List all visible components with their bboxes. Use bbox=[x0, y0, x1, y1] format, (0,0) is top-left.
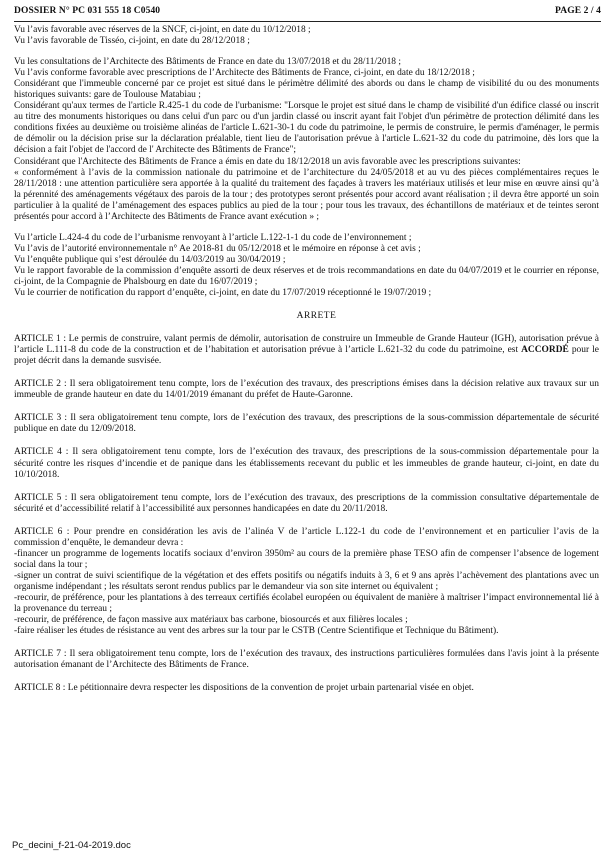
document-body bbox=[14, 25, 599, 694]
considerant-paragraph: Considérant qu'aux termes de l'article R.425-1 du code de l'urbanisme: "Lorsque le projet est situé dans le champ de visibilité d'un édifice classé ou inscrit au titre des monuments historiques ou dans celui d'un parc ou d'un jardin classé ou inscrit ayant fait l'objet d'un périmètre de protection délimité dans les conditions fixées au deuxième ou troisième alinéas de l'article L.621-30-1 du code du patrimoine, le permis de construire, le permis d'aménager, le permis de démolir ou la décision prise sur la déclaration préalable, tient lieu de l'autorisation prévue à l'article L.621-32 du code du patrimoine, dès lors que la décision a fait l'objet de l'accord de l' Architecte des Bâtiments de France"; bbox=[14, 101, 599, 156]
visa-paragraph: Vu l’enquête publique qui s’est déroulée du 14/03/2019 au 30/04/2019 ; bbox=[14, 254, 286, 265]
article-8: ARTICLE 8 : Le pétitionnaire devra respecter les dispositions de la convention de projet urbain partenarial visée en objet. bbox=[14, 683, 474, 694]
visa-paragraph: Vu l’article L.424-4 du code de l’urbanisme renvoyant à l’article L.122-1-1 du code de l’environnement ; bbox=[14, 232, 412, 243]
dossier-number: DOSSIER N° PC 031 555 18 C0540 bbox=[14, 6, 161, 16]
article-6-item: -recourir, de préférence, de façon massive aux matériaux bas carbone, biosourcés et aux filières locales ; bbox=[14, 615, 408, 626]
considerant-paragraph: Considérant que l'Architecte des Bâtiments de France a émis en date du 18/12/2018 un avis favorable avec les prescriptions suivantes: bbox=[14, 156, 521, 167]
article-4: ARTICLE 4 : Il sera obligatoirement tenu compte, lors de l’exécution des travaux, des prescriptions de la sous-commission départementale pour la sécurité contre les risques d’incendie et de panique dans les établissements recevant du public et les immeubles de grande hauteur, ci-joint, en date du 10/10/2018. bbox=[14, 447, 599, 480]
visa-paragraph: Vu les consultations de l’Architecte des Bâtiments de France en date du 13/07/2018 et du 28/11/2018 ; bbox=[14, 57, 401, 68]
article-6-intro: ARTICLE 6 : Pour prendre en considération les avis de l’alinéa V de l’article L.122-1 du code de l’environnement et en particulier l’avis de la commission d’enquête, le demandeur devra : bbox=[14, 526, 599, 548]
page-number: PAGE 2 / 4 bbox=[555, 6, 601, 16]
article-6-item: -recourir, de préférence, pour les plantations à des terreaux certifiés écolabel européen ou équivalent de manière à maîtriser l’impact environnemental lié à la provenance du terreau ; bbox=[14, 592, 599, 615]
article-1-text: ARTICLE 1 : Le permis de construire, valant permis de démolir, autorisation de construire un Immeuble de Grande Hauteur (IGH), autorisation prévue à l’article L.111-8 du code de la construction et de l’habitation et autorisation prévue à l’article L.621-32 du code du patrimoine, est bbox=[14, 334, 599, 356]
article-1-decision: ACCORDÉ bbox=[521, 345, 569, 356]
article-6 bbox=[14, 527, 599, 637]
article-2: ARTICLE 2 : Il sera obligatoirement tenu compte, lors de l’exécution des travaux, des prescriptions émises dans la décision relative aux travaux sur un immeuble de grande hauteur en date du 14/01/2019 émanant du préfet de Haute-Garonne. bbox=[14, 379, 599, 401]
article-6-item: -financer un programme de logements locatifs sociaux d’environ 3950m² au cours de la première phase TESO afin de compenser l’absence de logement social dans la tour ; bbox=[14, 548, 599, 570]
article-1-text-end: pour le projet décrit dans la demande susvisée. bbox=[14, 345, 599, 367]
visa-paragraph: Vu l’avis conforme favorable avec prescriptions de l’Architecte des Bâtiments de France, ci-joint, en date du 18/12/2018 ; bbox=[14, 68, 475, 79]
article-6-item: -signer un contrat de suivi scientifique de la végétation et des effets positifs ou négatifs induits à 3, 6 et 9 ans après l’achèvement des plantations avec un organisme indépendant ; les résultats seront rendus publics par le demandeur via son site internet ou équivalent ; bbox=[14, 570, 599, 592]
considerant-paragraph: Considérant que l'immeuble concerné par ce projet est situé dans le périmètre délimité des abords ou dans le champ de visibilité du ou des monuments historiques suivants: gare de Toulouse Matabiau ; bbox=[14, 79, 599, 101]
visas-group-1 bbox=[14, 25, 599, 47]
visa-paragraph: Vu le courrier de notification du rapport d’enquête, ci-joint, en date du 17/07/2019 réceptionné le 19/07/2019 ; bbox=[14, 288, 432, 299]
visas-group-3 bbox=[14, 233, 599, 299]
article-5: ARTICLE 5 : Il sera obligatoirement tenu compte, lors de l’exécution des travaux, des prescriptions de la commission consultative départementale de sécurité et d’accessibilité relatif à l’accessibilité aux personnes handicapées en date du 20/11/2018. bbox=[14, 492, 599, 514]
visa-paragraph: Vu le rapport favorable de la commission d’enquête assorti de deux réserves et de trois recommandations en date du 04/07/2019 et le courrier en réponse, ci-joint, de la Compagnie de Phalsbourg en date du 16/07/2019 ; bbox=[14, 265, 599, 287]
visas-group-2 bbox=[14, 57, 599, 223]
visa-paragraph: Vu l’avis favorable de Tisséo, ci-joint, en date du 28/12/2018 ; bbox=[14, 36, 250, 47]
article-6-item: -faire réaliser les études de résistance au vent des arbres sur la tour par le CSTB (Centre Scientifique et Technique du Bâtiment). bbox=[14, 626, 499, 637]
page-header bbox=[14, 6, 601, 22]
article-7: ARTICLE 7 : Il sera obligatoirement tenu compte, lors de l’exécution des travaux, des instructions particulières formulées dans l'avis joint à la présente autorisation émanant de l’Architecte des Bâtiments de France. bbox=[14, 649, 599, 671]
header-divider bbox=[14, 21, 601, 22]
article-3: ARTICLE 3 : Il sera obligatoirement tenu compte, lors de l’exécution des travaux, des prescriptions de la sous-commission départementale de sécurité publique en date du 12/09/2018. bbox=[14, 413, 599, 435]
document-filename: Pc_decini_f-21-04-2019.doc bbox=[12, 840, 131, 851]
article-1 bbox=[14, 334, 599, 367]
abf-prescriptions-quote: « conformément à l’avis de la commission nationale du patrimoine et de l’architecture du 24/05/2018 et au vu des pièces complémentaires reçues le 28/11/2018 : une attention particulière sera apportée à la qualité du traitement des façades à travers les matériaux utilisés et leur mise en œuvre ainsi qu’à la pérennité des aménagements végétaux des parois de la tour ; des prototypes seront présentés pour accord avant réalisation ; il devra être apporté un soin particulier à la qualité de l’aménagement des espaces publics au pied de la tour ; pour tous les travaux, des échantillons de matériaux et de teintes seront présentés pour accord à l’Architecte des Bâtiments de France avant exécution » ; bbox=[14, 167, 599, 222]
arrete-title: ARRETE bbox=[296, 311, 337, 322]
visa-paragraph: Vu l’avis favorable avec réserves de la SNCF, ci-joint, en date du 10/12/2018 ; bbox=[14, 25, 311, 35]
visa-paragraph: Vu l’avis de l’autorité environnementale n° Ae 2018-81 du 05/12/2018 et le mémoire en réponse à cet avis ; bbox=[14, 243, 421, 254]
